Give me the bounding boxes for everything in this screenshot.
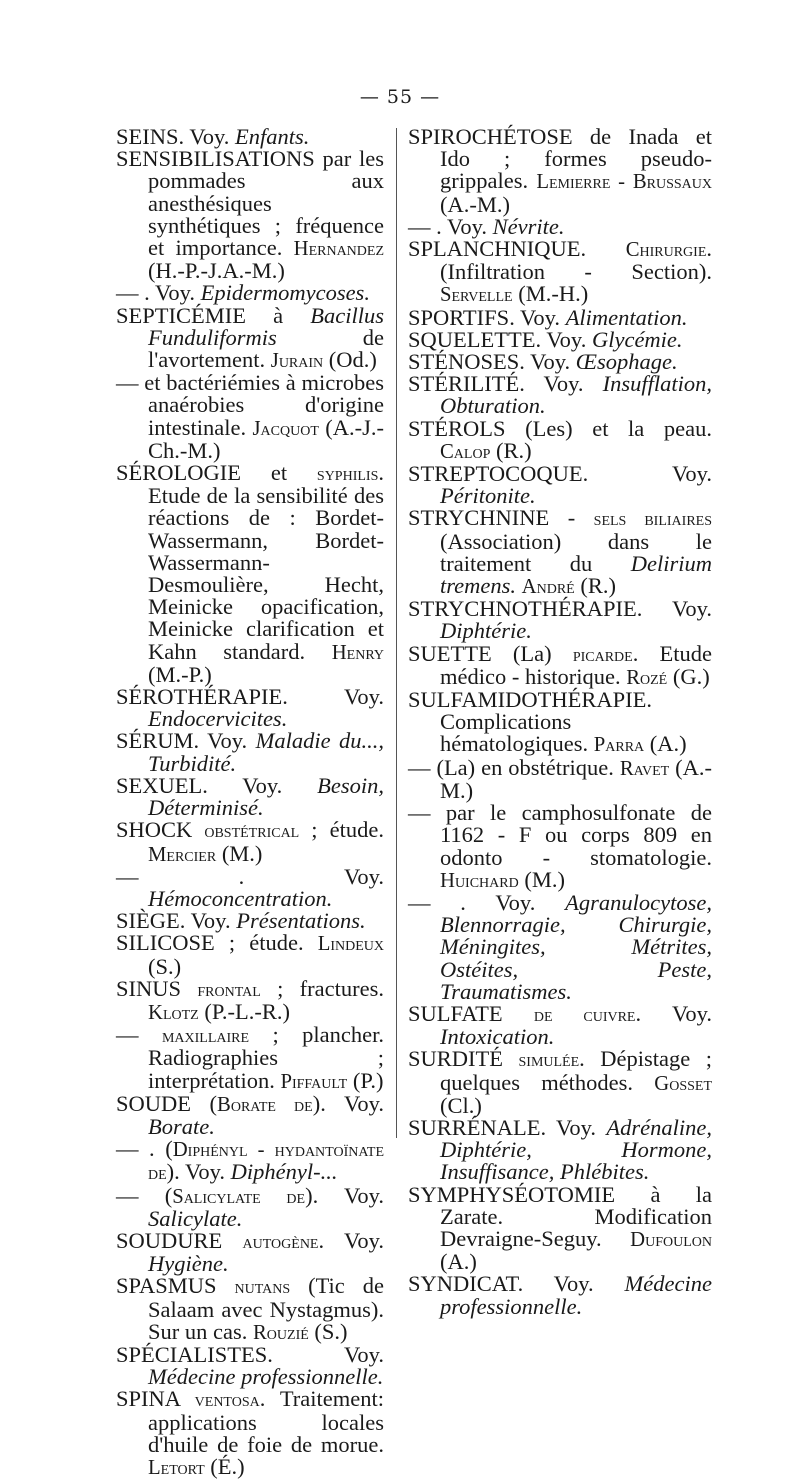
entry-text: ; fractures. (260, 975, 384, 1001)
entry-text: (G.) (667, 663, 710, 689)
entry-text: SURRÉNALE. Voy. (408, 1114, 607, 1140)
entry-author: Jurain (270, 350, 324, 373)
entry-text: SPLANCHNIQUE. (408, 236, 626, 262)
entry-text: . Voy. (635, 1000, 712, 1026)
entry-text: STRYCHNOTHÉRAPIE. Voy. (408, 596, 712, 622)
entry-italic-text: Œsophage. (575, 349, 678, 375)
index-entry (116, 932, 384, 977)
entry-author: Lemierre - Brussaux (536, 171, 712, 194)
entry-text: STÉNOSES. Voy. (408, 349, 576, 375)
entry-author: Letort (148, 1456, 205, 1479)
entry-italic-text: Maladie du..., Turbidité. (148, 728, 384, 776)
entry-text: (Tic de Salaam avec Nystagmus). Sur un cas. (148, 1273, 384, 1344)
entry-text: ). Voy. (305, 1182, 384, 1208)
entry-text: SYNDICAT. Voy. (408, 1271, 625, 1297)
entry-text: SÉRUM. Voy. (116, 728, 256, 754)
entry-author: Mercier (148, 843, 217, 866)
entry-author: Henry (331, 641, 384, 664)
entry-text: SHOCK (116, 817, 205, 843)
entry-author: picarde (572, 643, 633, 666)
index-entry (116, 1227, 384, 1277)
index-entry (408, 802, 712, 892)
index-entry (408, 1048, 712, 1117)
entry-author: Gosset (654, 1072, 712, 1095)
index-entry (116, 910, 384, 932)
entry-italic-text: Enfants. (235, 124, 310, 149)
entry-text: SPIROCHÉTOSE de Inada et Ido ; formes pseudo-grippales. (408, 124, 712, 194)
entry-text: (A.) (644, 731, 687, 757)
entry-italic-text: Endocervicites. (148, 706, 288, 732)
entry-text: (É.) (204, 1453, 245, 1479)
entry-text: . Dépistage ; quelques méthodes. (440, 1046, 713, 1095)
index-entry (408, 1181, 712, 1275)
entry-text: — (116, 1022, 162, 1048)
index-entry (116, 462, 384, 686)
entry-author: nutans (234, 1276, 291, 1299)
entry-italic-text: Adrénaline, Diphtérie, Hormone, Insuffisance, Phlébites. (440, 1114, 712, 1185)
entry-author: Chirurgie (625, 239, 707, 262)
entry-text: SURDITÉ (408, 1046, 519, 1072)
entry-text: SPÉCIALISTES. Voy. (116, 1341, 384, 1367)
entry-text: SILICOSE ; étude. (116, 930, 318, 956)
entry-italic-text: Péritonite. (440, 483, 536, 509)
entry-text: SPINA (116, 1386, 195, 1412)
entry-italic-text: Hémoconcentration. (148, 885, 333, 911)
entry-text: ). Voy. (312, 1090, 384, 1116)
index-entry (408, 1000, 712, 1050)
right-column (408, 126, 712, 1318)
index-entry (408, 304, 712, 330)
entry-author: sels biliaires (593, 508, 712, 531)
index-entry (116, 1090, 384, 1139)
entry-text: SEXUEL. Voy. (116, 772, 318, 798)
entry-author: Rouzié (253, 1321, 309, 1344)
index-entry (408, 126, 712, 216)
index-entry (116, 1182, 384, 1231)
index-entry (408, 463, 712, 507)
entry-text: . Traitement: applications locales d'huile de foie de morue. (148, 1386, 384, 1457)
index-entry (408, 689, 712, 757)
entry-author: Ravet (619, 757, 670, 780)
index-entry (408, 507, 712, 598)
entry-italic-text: Besoin, Déterminisé. (148, 772, 384, 821)
index-entry (408, 415, 712, 463)
index-entry (116, 302, 384, 373)
entry-italic-text: Insufflation, Obturation. (440, 371, 712, 419)
index-entry (408, 238, 712, 307)
entry-italic-text: Présentations. (236, 908, 366, 934)
entry-author: simulée (518, 1049, 580, 1072)
entry-text: — . Voy. (116, 863, 384, 889)
entry-italic-text: Hygiène. (148, 1251, 229, 1277)
entry-text: . Etude médico - historique. (440, 640, 712, 689)
entry-text: ). Voy. (166, 1159, 231, 1185)
index-entry (408, 889, 712, 1004)
entry-text: SOUDE ( (116, 1090, 218, 1116)
entry-author: Servelle (440, 284, 513, 307)
entry-author: Salicylate de (172, 1185, 306, 1208)
entry-text: STRYCHNINE - (408, 505, 594, 531)
entry-text: STÉROLS (Les) et la peau. (408, 415, 712, 441)
entry-text: (P.-L.-R.) (198, 998, 290, 1024)
entry-text: — . Voy. (116, 280, 201, 306)
entry-text: SÉROLOGIE et (116, 460, 317, 486)
entry-author: Jacquot (252, 417, 319, 440)
entry-text: — par le camphosulfonate de 1162 - F ou corps 809 en odonto - stomatologie. (408, 800, 712, 870)
index-entry (408, 598, 712, 642)
entry-italic-text: Alimentation. (565, 304, 688, 330)
index-entry (116, 730, 384, 774)
entry-text: (M.-P.) (148, 661, 212, 687)
page-number: — 55 — (359, 86, 441, 108)
entry-text: (M.) (216, 840, 263, 866)
entry-author: Dufoulon (630, 1228, 712, 1251)
entry-italic-text: Delirium tremens. (440, 550, 712, 599)
entry-text: STÉRILITÉ. Voy. (408, 371, 603, 397)
entry-author: Klotz (148, 1001, 199, 1024)
entry-text: (A.) (440, 1249, 477, 1275)
entry-text: SQUELETTE. Voy. (408, 326, 592, 352)
entry-author: frontal (197, 978, 261, 1001)
entry-italic-text: Intoxication. (440, 1024, 555, 1050)
entry-text: SPASMUS (116, 1273, 235, 1299)
entry-text: — . ( (116, 1136, 173, 1162)
index-entry (116, 686, 384, 730)
index-entry (116, 772, 384, 821)
entry-italic-text: Bacillus Funduliformis (148, 302, 384, 350)
entry-author: obstétrical (204, 820, 300, 843)
entry-text: ; plancher. Radiographies ; interprétation. (148, 1022, 384, 1093)
index-entry (116, 819, 384, 865)
entry-text: SOUDURE (116, 1227, 243, 1253)
index-entry (116, 148, 384, 282)
entry-italic-text: Agranulocytose, Blennorragie, Chirurgie, Méningites, Métrites, Ostéites, Peste, Traumatismes. (440, 889, 712, 1004)
entry-text: (Cl.) (440, 1092, 482, 1118)
entry-text: SYMPHYSÉOTOMIE à la Zarate. Modification Devraigne-Seguy. (408, 1181, 712, 1251)
index-entry (116, 1275, 384, 1344)
entry-text: — et bactériémies à microbes anaérobies d'origine intestinale. (116, 370, 384, 440)
entry-text: ; étude. (299, 817, 384, 843)
entry-text: (A.-M.) (440, 754, 712, 803)
index-entry (116, 863, 384, 911)
entry-italic-text: Borate. (148, 1113, 215, 1139)
index-entry (116, 1138, 384, 1184)
entry-author: Piffault (280, 1070, 348, 1093)
entry-author: Diphényl - hydantoïnate de (148, 1139, 385, 1185)
entry-author: André (521, 576, 575, 599)
entry-text: (M.-H.) (512, 281, 589, 307)
entry-author: Parra (593, 734, 645, 757)
entry-text: SPORTIFS. Voy. (408, 304, 566, 330)
entry-text: SULFATE (408, 1000, 534, 1026)
entry-author: Borate de (217, 1093, 313, 1116)
entry-text: — (La) en obstétrique. (408, 754, 620, 780)
entry-text: (R.) (490, 437, 532, 463)
entry-italic-text: Névrite. (492, 213, 565, 239)
entry-text: (S.) (148, 953, 182, 979)
entry-text: (P.) (347, 1067, 384, 1093)
entry-text: (A.-J.-Ch.-M.) (148, 414, 384, 463)
index-entry (116, 1024, 384, 1093)
left-column (116, 126, 384, 1479)
entry-text: de l'avortement. (148, 324, 384, 373)
entry-text: (H.-P.-J.A.-M.) (148, 258, 285, 284)
entry-text: SÉROTHÉRAPIE. Voy. (116, 684, 384, 710)
entry-text: SUETTE (La) (408, 640, 573, 666)
entry-text: (A.-M.) (440, 191, 510, 217)
index-entry (116, 126, 384, 148)
entry-text: — ( (116, 1182, 173, 1208)
entry-italic-text: Médecine professionnelle. (148, 1364, 384, 1390)
index-entry (408, 326, 712, 352)
entry-author: Calop (440, 440, 491, 463)
index-entry (116, 282, 384, 304)
entry-italic-text: Diphényl-... (230, 1159, 338, 1185)
entry-italic-text: Epidermomycoses. (200, 280, 370, 306)
index-entry (116, 372, 384, 462)
entry-author: Rozé (626, 666, 668, 689)
entry-author: autogène (242, 1230, 319, 1253)
entry-text: (M.) (518, 866, 565, 892)
entry-text: (S.) (308, 1318, 348, 1344)
entry-text: SULFAMIDOTHÉRAPIE. Complications hématologiques. (408, 687, 652, 757)
index-entry (408, 1114, 712, 1185)
entry-text: SENSIBILISATIONS par les pommades aux anesthésiques synthétiques ; fréquence et importance. (116, 146, 384, 261)
entry-text: SIÈGE. Voy. (116, 908, 237, 934)
entry-text: . Etude de la sensibilité des réactions de : Bordet-Wassermann, Bordet-Wassermann-Desmoulière, Hecht, Meinicke opacification, Meinicke clarification et Kahn standard. (148, 460, 384, 664)
index-entry (408, 754, 712, 803)
index-entry (408, 213, 712, 239)
index-entry (116, 1388, 384, 1479)
entry-text: . (Infiltration - Section). (440, 236, 712, 285)
entry-text: SEPTICÉMIE à (116, 302, 311, 328)
entry-author: syphilis (316, 463, 379, 486)
entry-author: maxillaire (161, 1025, 250, 1048)
entry-author: de cuivre (533, 1003, 636, 1026)
index-entry (116, 1341, 384, 1390)
entry-text: . Voy. (318, 1227, 384, 1253)
entry-text: STREPTOCOQUE. Voy. (408, 461, 712, 487)
entry-author: ventosa (194, 1389, 260, 1412)
entry-text: — . Voy. (408, 889, 566, 915)
entry-text: (R.) (574, 573, 616, 599)
entry-text: SEINS. Voy. (116, 124, 235, 149)
entry-text: (Od.) (323, 347, 377, 373)
entry-text: — . Voy. (408, 213, 493, 239)
entry-author: Lindeux (317, 933, 384, 956)
index-entry (408, 351, 712, 373)
entry-author: Hernandez (293, 238, 384, 261)
entry-italic-text: Salicylate. (148, 1205, 243, 1231)
entry-italic-text: Diphtérie. (440, 618, 532, 644)
index-entry (408, 640, 712, 689)
column-divider (396, 128, 397, 1138)
entry-italic-text: Médecine professionnelle. (440, 1271, 712, 1319)
entry-text: SINUS (116, 975, 198, 1001)
entry-text: (Association) dans le traitement du (440, 528, 712, 576)
index-entry (408, 373, 712, 417)
entry-italic-text: Glycémie. (591, 326, 683, 352)
entry-author: Huichard (440, 869, 519, 892)
index-entry (116, 975, 384, 1024)
